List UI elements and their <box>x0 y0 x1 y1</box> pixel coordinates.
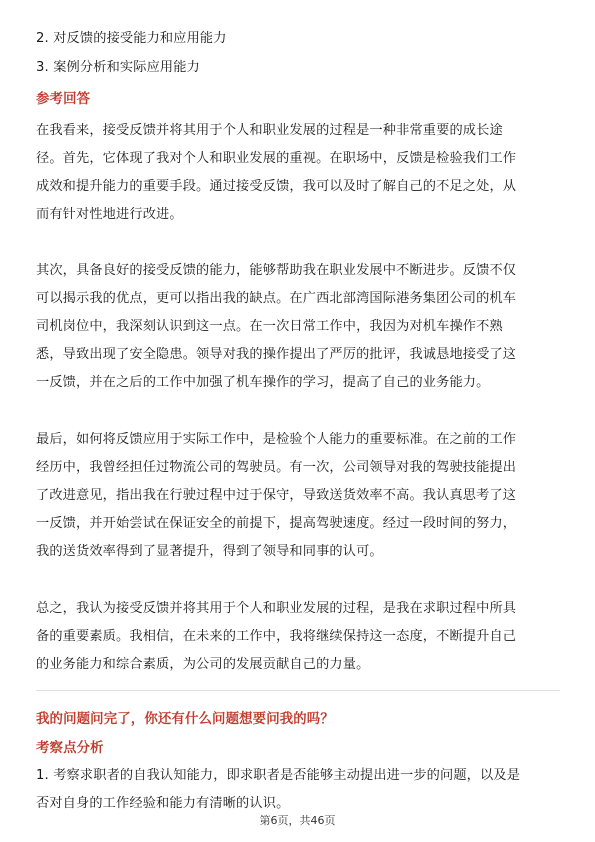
section-divider <box>36 690 560 691</box>
paragraph-2-line: 悉，导致出现了安全隐患。领导对我的操作提出了严厉的批评，我诚恳地接受了这 <box>36 347 517 362</box>
paragraph-2-line: 可以揭示我的优点，更可以指出我的缺点。在广西北部湾国际港务集团公司的机车 <box>36 291 517 306</box>
paragraph-2-line: 一反馈，并在之后的工作中加强了机车操作的学习，提高了自己的业务能力。 <box>36 375 490 390</box>
intro-item-2: 2. 对反馈的接受能力和应用能力 <box>36 31 227 46</box>
paragraph-4-line: 总之，我认为接受反馈并将其用于个人和职业发展的过程，是我在求职过程中所具 <box>36 601 517 616</box>
paragraph-1-line: 而有针对性地进行改进。 <box>36 207 183 222</box>
paragraph-3-line: 一反馈，并开始尝试在保证安全的前提下，提高驾驶速度。经过一段时间的努力， <box>36 516 517 531</box>
intro-item-3: 3. 案例分析和实际应用能力 <box>36 60 200 75</box>
analysis-line: 1. 考察求职者的自我认知能力，即求职者是否能够主动提出进一步的问题，以及是 <box>36 768 521 783</box>
paragraph-1-line: 径。首先，它体现了我对个人和职业发展的重视。在职场中，反馈是检验我们工作 <box>36 151 517 166</box>
paragraph-1-line: 在我看来，接受反馈并将其用于个人和职业发展的过程是一种非常重要的成长途 <box>36 123 503 138</box>
paragraph-1-line: 成效和提升能力的重要手段。通过接受反馈，我可以及时了解自己的不足之处，从 <box>36 179 517 194</box>
answer-heading: 参考回答 <box>36 92 91 107</box>
paragraph-4-line: 备的重要素质。我相信，在未来的工作中，我将继续保持这一态度，不断提升自己 <box>36 629 517 644</box>
paragraph-3-line: 经历中，我曾经担任过物流公司的驾驶员。有一次，公司领导对我的驾驶技能提出 <box>36 460 517 475</box>
paragraph-2-line: 其次，具备良好的接受反馈的能力，能够帮助我在职业发展中不断进步。反馈不仅 <box>36 263 517 278</box>
analysis-line: 否对自身的工作经验和能力有清晰的认识。 <box>36 796 290 811</box>
paragraph-3-line: 最后，如何将反馈应用于实际工作中，是检验个人能力的重要标准。在之前的工作 <box>36 432 517 447</box>
question-heading: 我的问题问完了，你还有什么问题想要问我的吗？ <box>36 712 334 727</box>
paragraph-2-line: 司机岗位中，我深刻认识到这一点。在一次日常工作中，我因为对机车操作不熟 <box>36 319 503 334</box>
page-footer: 第6页，共46页 <box>259 814 336 827</box>
paragraph-3-line: 了改进意见，指出我在行驶过程中过于保守，导致送货效率不高。我认真思考了这 <box>36 488 517 503</box>
analysis-heading: 考察点分析 <box>36 741 104 756</box>
paragraph-3-line: 我的送货效率得到了显著提升，得到了领导和同事的认可。 <box>36 544 383 559</box>
paragraph-4-line: 的业务能力和综合素质，为公司的发展贡献自己的力量。 <box>36 657 370 672</box>
